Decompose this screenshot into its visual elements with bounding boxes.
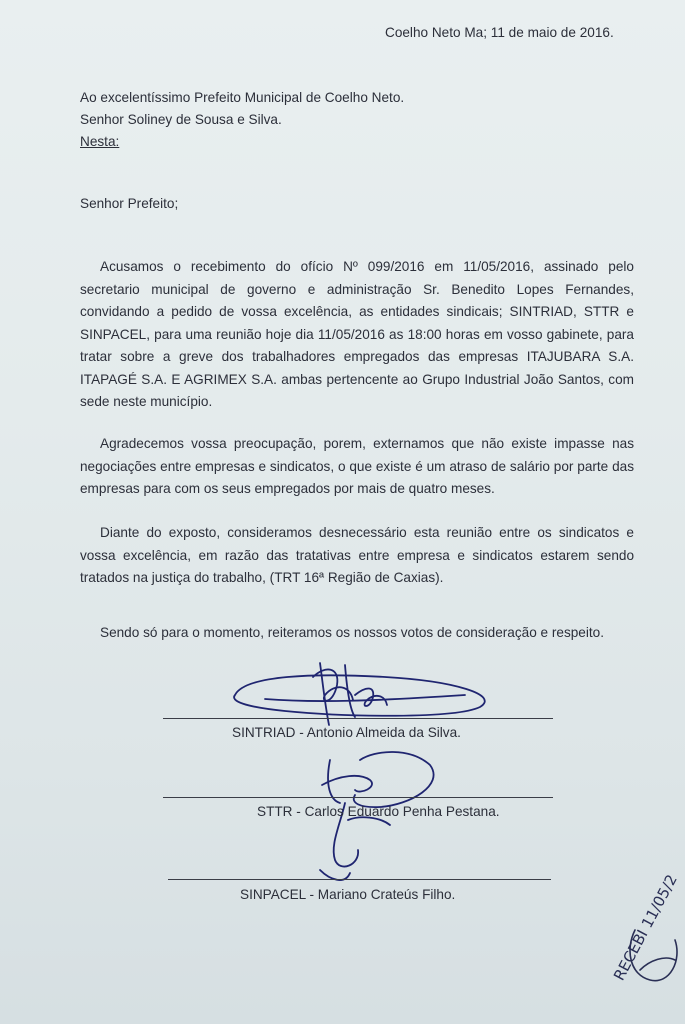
paragraph-1-text: Acusamos o recebimento do ofício Nº 099/2016 em 11/05/2016, assinado pelo secretario municipal de governo e administração Sr. Benedito Lopes Fernandes, convidando a pedido de vossa excelência, as entidades sindicais; SINTRIAD, STTR e SINPACEL, para uma reunião hoje dia 11/05/2016 as 18:00 horas em vosso gabinete, para tratar sobre a greve dos trabalhadores empregados das empresas ITAJUBARA S.A. ITAPAGÉ S.A. E AGRIMEX S.A. ambas pertencente ao Grupo Industrial João Santos, com sede neste município.	[80, 259, 634, 409]
paragraph-1	[80, 256, 634, 414]
signature-rule-2	[163, 797, 553, 798]
signature-sintriad	[225, 655, 505, 735]
salutation: Senhor Prefeito;	[80, 196, 179, 211]
signatory-sttr: STTR - Carlos Eduardo Penha Pestana.	[257, 804, 500, 819]
signature-rule-1	[163, 718, 553, 719]
signatory-sinpacel: SINPACEL - Mariano Crateús Filho.	[240, 887, 456, 902]
receipt-stamp-mark	[590, 820, 685, 1020]
recipient-line-1: Ao excelentíssimo Prefeito Municipal de Coelho Neto.	[80, 90, 405, 105]
receipt-stamp-text: RECEBI 11/05/2	[610, 871, 681, 984]
signature-rule-3	[168, 879, 551, 880]
recipient-line-2: Senhor Soliney de Sousa e Silva.	[80, 112, 282, 127]
signatory-sintriad: SINTRIAD - Antonio Almeida da Silva.	[232, 725, 461, 740]
closing: Sendo só para o momento, reiteramos os nossos votos de consideração e respeito.	[100, 625, 605, 640]
paragraph-2-text: Agradecemos vossa preocupação, porem, externamos que não existe impasse nas negociações entre empresas e sindicatos, o que existe é um atraso de salário por parte das empresas para com os seus empregados por mais de quatro meses.	[80, 436, 634, 496]
paragraph-3	[80, 522, 634, 590]
place-date: Coelho Neto Ma; 11 de maio de 2016.	[385, 25, 614, 40]
signature-sttr	[300, 745, 450, 895]
recipient-line-3: Nesta:	[80, 134, 120, 149]
paragraph-3-text: Diante do exposto, consideramos desnecessário esta reunião entre os sindicatos e vossa excelência, em razão das tratativas entre empresa e sindicatos estarem sendo tratados na justiça do trabalho, (TRT 16ª Região de Caxias).	[80, 525, 634, 585]
paragraph-2	[80, 433, 634, 501]
